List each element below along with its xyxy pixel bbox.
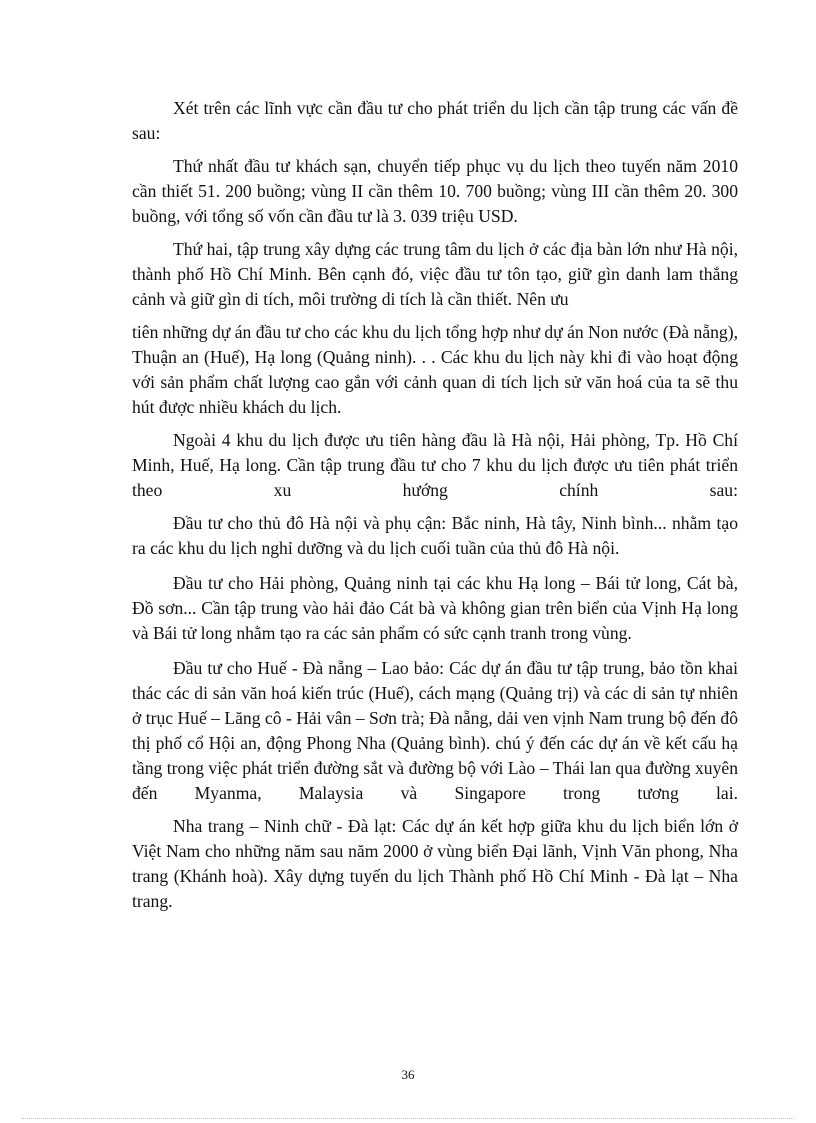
page-number: 36 xyxy=(401,1067,415,1082)
paragraph-seven-zones: Ngoài 4 khu du lịch được ưu tiên hàng đầu là Hà nội, Hải phòng, Tp. Hồ Chí Minh, Huế, Hạ long. Cần tập trung đầu tư cho 7 khu du lịch được ưu tiên phát triển theo xu hướng chính sau: xyxy=(132,430,738,500)
paragraph-priority-projects: tiên những dự án đầu tư cho các khu du lịch tổng hợp như dự án Non nước (Đà nẵng), Thuận an (Huế), Hạ long (Quảng ninh). . . Các khu du lịch này khi đi vào hoạt động với sản phẩm chất lượng cao gắn với cảnh quan di tích lịch sử văn hoá của ta sẽ thu hút được nhiều khách du lịch. xyxy=(132,322,738,417)
paragraph-hotels: Thứ nhất đầu tư khách sạn, chuyển tiếp phục vụ du lịch theo tuyến năm 2010 cần thiết 51. 200 buồng; vùng II cần thêm 10. 700 buồng; vùng III cần thêm 20. 300 buồng, với tổng số vốn cần đầu tư là 3. 039 triệu USD. xyxy=(132,156,738,226)
footer-divider xyxy=(22,1118,794,1119)
paragraph-intro: Xét trên các lĩnh vực cần đầu tư cho phát triển du lịch cần tập trung các vấn đề sau: xyxy=(132,98,738,143)
body-text xyxy=(132,96,738,914)
paragraph-tourism-centers: Thứ hai, tập trung xây dựng các trung tâm du lịch ở các địa bàn lớn như Hà nội, thành phố Hồ Chí Minh. Bên cạnh đó, việc đầu tư tôn tạo, giữ gìn danh lam thắng cảnh và giữ gìn di tích, môi trường di tích là cần thiết. Nên ưu xyxy=(132,239,738,309)
paragraph-haiphong: Đầu tư cho Hải phòng, Quảng ninh tại các khu Hạ long – Bái tử long, Cát bà, Đồ sơn... Cần tập trung vào hải đảo Cát bà và không gian trên biển của Vịnh Hạ long và Bái tử long nhằm tạo ra các sản phẩm có sức cạnh tranh trong vùng. xyxy=(132,573,738,643)
paragraph-hue-danang: Đầu tư cho Huế - Đà nẵng – Lao bảo: Các dự án đầu tư tập trung, bảo tồn khai thác các di sản văn hoá kiến trúc (Huế), cách mạng (Quảng trị) và các di sản tự nhiên ở trục Huế – Lăng cô - Hải vân – Sơn trà; Đà nẵng, dải ven vịnh Nam trung bộ đến đô thị phố cổ Hội an, động Phong Nha (Quảng bình). chú ý đến các dự án về kết cấu hạ tầng trong việc phát triển đường sắt và đường bộ với Lào – Thái lan qua đường xuyên đến Myanma, Malaysia và Singapore trong tương lai. xyxy=(132,658,738,803)
paragraph-nhatrang: Nha trang – Ninh chữ - Đà lạt: Các dự án kết hợp giữa khu du lịch biển lớn ở Việt Nam cho những năm sau năm 2000 ở vùng biển Đại lãnh, Vịnh Văn phong, Nha trang (Khánh hoà). Xây dựng tuyến du lịch Thành phố Hồ Chí Minh - Đà lạt – Nha trang. xyxy=(132,816,738,911)
paragraph-hanoi: Đầu tư cho thủ đô Hà nội và phụ cận: Bắc ninh, Hà tây, Ninh bình... nhằm tạo ra các khu du lịch nghỉ dưỡng và du lịch cuối tuần của thủ đô Hà nội. xyxy=(132,513,738,558)
